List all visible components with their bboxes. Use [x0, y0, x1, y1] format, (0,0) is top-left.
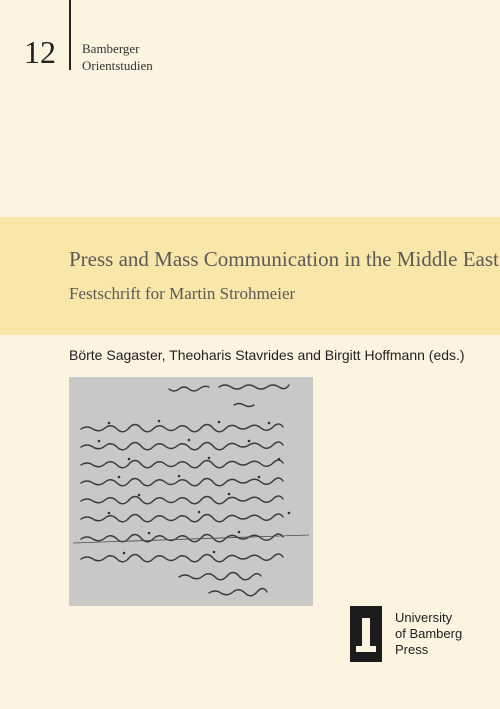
publisher-name [395, 610, 462, 658]
editors-line: Börte Sagaster, Theoharis Stavrides and Birgitt Hoffmann (eds.) [69, 347, 465, 363]
publisher-line2: of Bamberg [395, 626, 463, 641]
series-divider [69, 0, 71, 70]
series-number: 12 [24, 34, 56, 70]
series-name-line1: Bamberger [82, 41, 140, 56]
book-title: Press and Mass Communication in the Middle East [69, 247, 499, 271]
publisher-line3: Press [395, 642, 429, 657]
book-subtitle: Festschrift for Martin Strohmeier [69, 284, 296, 303]
publisher-line1: University [395, 610, 453, 625]
university-press-logo [350, 606, 382, 662]
series-name [82, 40, 153, 74]
title-band [0, 217, 500, 335]
manuscript-image [69, 377, 313, 606]
manuscript-illustration [69, 377, 313, 606]
series-name-line2: Orientstudien [82, 58, 153, 73]
